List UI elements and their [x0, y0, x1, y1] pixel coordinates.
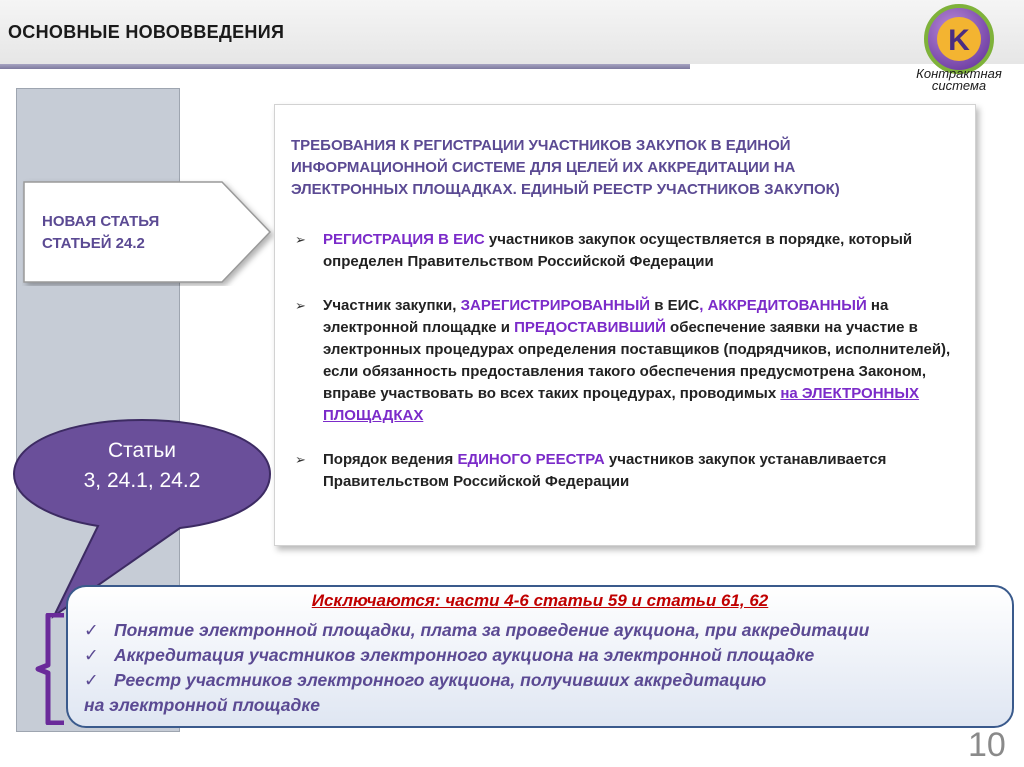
left-brace-icon	[34, 613, 68, 725]
exclusion-item-text: Аккредитация участников электронного аукциона на электронной площадке	[114, 645, 815, 665]
exclusions-list	[84, 618, 1004, 718]
bullet-item	[295, 229, 955, 273]
card-heading-line1: ТРЕБОВАНИЯ К РЕГИСТРАЦИИ УЧАСТНИКОВ ЗАКУПОК В ЕДИНОЙ	[291, 137, 791, 154]
arrow-bullet-icon: ➢	[295, 232, 306, 247]
bullet-text: на электронной площадке и	[323, 297, 889, 336]
check-icon: ✓	[84, 670, 99, 690]
bullet-item	[295, 449, 955, 493]
bullet-text: участников закупок устанавливается Правительством Российской Федерации	[323, 451, 887, 490]
exclusion-item	[84, 643, 1004, 668]
bullet-highlight: ПРЕДОСТАВИВШИЙ	[514, 319, 666, 336]
new-article-arrow-box	[22, 178, 274, 286]
exclusion-item	[84, 668, 1004, 693]
exclusions-title: Исключаются: части 4-6 статьи 59 и статьи 61, 62	[311, 591, 769, 610]
callout-line2: 3, 24.1, 24.2	[83, 469, 201, 492]
page-number: 10	[968, 726, 1006, 764]
arrow-box-line1: НОВАЯ СТАТЬЯ	[42, 213, 160, 230]
exclusion-item	[84, 618, 1004, 643]
main-content-card	[274, 104, 976, 546]
callout-text	[10, 436, 274, 496]
title-underline	[0, 64, 690, 69]
bullet-item	[295, 295, 955, 427]
exclusions-box	[66, 585, 1014, 728]
logo	[898, 2, 1018, 100]
bullet-highlight: , АККРЕДИТОВАННЫЙ	[699, 297, 867, 314]
exclusion-item-text: Понятие электронной площадки, плата за проведение аукциона, при аккредитации	[114, 620, 870, 640]
bullet-highlight-link: на ЭЛЕКТРОННЫХ ПЛОЩАДКАХ	[323, 385, 920, 424]
page-title: ОСНОВНЫЕ НОВОВВЕДЕНИЯ	[8, 22, 285, 42]
bullet-text: в ЕИС	[650, 297, 700, 314]
logo-caption-line2: система	[931, 78, 987, 93]
callout-line1: Статьи	[107, 439, 177, 462]
bullet-text: участников закупок осуществляется в порядке, который определен Правительством Российской Федерации	[323, 231, 913, 270]
bullet-highlight: РЕГИСТРАЦИЯ В ЕИС	[323, 231, 485, 248]
arrow-box-text	[42, 211, 159, 255]
bullet-highlight: ЕДИНОГО РЕЕСТРА	[457, 451, 605, 468]
bullet-text: Порядок ведения	[323, 451, 458, 468]
card-heading-line3: ЭЛЕКТРОННЫХ ПЛОЩАДКАХ. ЕДИНЫЙ РЕЕСТР УЧАСТНИКОВ ЗАКУПОК)	[291, 181, 840, 198]
card-heading-line2: ИНФОРМАЦИОННОЙ СИСТЕМЕ ДЛЯ ЦЕЛЕЙ ИХ АККРЕДИТАЦИИ НА	[291, 159, 796, 176]
exclusion-item-continuation: на электронной площадке	[84, 695, 320, 715]
arrow-box-line2: СТАТЬЕЙ 24.2	[42, 235, 145, 252]
bullet-highlight: ЗАРЕГИСТРИРОВАННЫЙ	[460, 297, 651, 314]
arrow-bullet-icon: ➢	[295, 298, 306, 313]
logo-emblem	[924, 4, 994, 74]
arrow-bullet-icon: ➢	[295, 452, 306, 467]
bullet-text: Участник закупки,	[323, 297, 461, 314]
logo-caption	[898, 68, 1020, 92]
bullet-list	[295, 229, 955, 493]
check-icon: ✓	[84, 620, 99, 640]
bullet-text: обеспечение заявки на участие в электронных процедурах определения поставщиков (подрядчиков, исполнителей), если обязанность предоставления такого обеспечения предусмотрена Законом, вправе участвовать во всех таких процедурах, проводимых	[323, 319, 951, 402]
check-icon: ✓	[84, 645, 99, 665]
logo-letter: K	[948, 24, 970, 57]
exclusion-item-text: Реестр участников электронного аукциона, получивших аккредитацию	[114, 670, 767, 690]
logo-caption-line1: Контрактная	[916, 66, 1002, 81]
card-heading	[291, 135, 951, 201]
